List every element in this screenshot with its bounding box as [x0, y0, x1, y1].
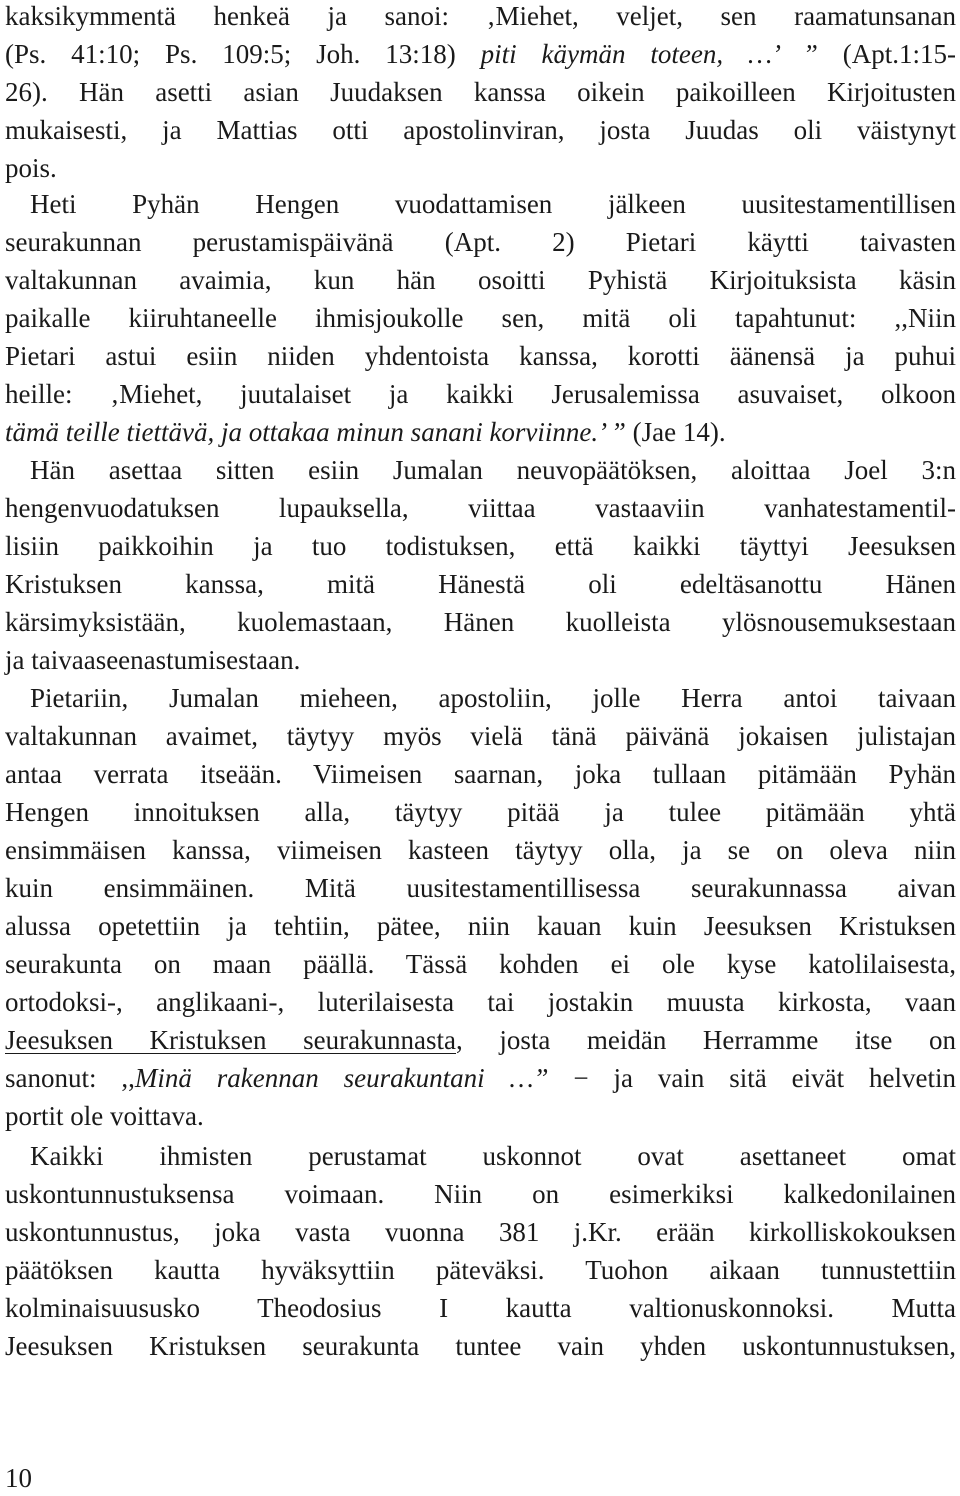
text-line: ja taivaaseenastumisestaan.	[5, 645, 301, 675]
text-line: lisiin paikkoihin ja tuo todistuksen, että kaikki täyttyi Jeesuksen	[5, 531, 956, 561]
underlined-text: Jeesuksen Kristuksen seurakunnasta	[5, 1025, 457, 1055]
text-line-underlined: Jeesuksen Kristuksen seurakunnasta, josta meidän Herramme itse on	[5, 1025, 956, 1055]
text-line: tämä teille tiettävä, ja ottakaa minun sanani korviinne.’ ” (Jae 14).	[5, 417, 726, 447]
text-line: sanonut: ,,Minä rakennan seurakuntani …” − ja vain sitä eivät helvetin	[5, 1063, 956, 1093]
text-line: pois.	[5, 153, 57, 183]
text-line: uskontunnustuksensa voimaan. Niin on esimerkiksi kalkedonilainen	[5, 1179, 956, 1209]
paragraph-first-line: Pietariin, Jumalan mieheen, apostoliin, jolle Herra antoi taivaan	[30, 683, 956, 713]
text-line: Kristuksen kanssa, mitä Hänestä oli edeltäsanottu Hänen	[5, 569, 956, 599]
text-line: seurakunnan perustamispäivänä (Apt. 2) Pietari käytti taivasten	[5, 227, 956, 257]
text-line: Jeesuksen Kristuksen seurakunta tuntee vain yhden uskontunnustuksen,	[5, 1331, 956, 1361]
text-line: portit ole voittava.	[5, 1101, 204, 1131]
paragraph-first-line: Kaikki ihmisten perustamat uskonnot ovat asettaneet omat	[30, 1141, 956, 1171]
text-line: valtakunnan avaimet, täytyy myös vielä tänä päivänä jokaisen julistajan	[5, 721, 956, 751]
text-line: valtakunnan avaimia, kun hän osoitti Pyhistä Kirjoituksista käsin	[5, 265, 956, 295]
text-line: ensimmäisen kanssa, viimeisen kasteen täytyy olla, ja se on oleva niin	[5, 835, 956, 865]
text-line: alussa opetettiin ja tehtiin, pätee, niin kauan kuin Jeesuksen Kristuksen	[5, 911, 956, 941]
text-line: kärsimyksistään, kuolemastaan, Hänen kuolleista ylösnousemuksestaan	[5, 607, 956, 637]
text-line: ortodoksi-, anglikaani-, luterilaisesta tai jostakin muusta kirkosta, vaan	[5, 987, 956, 1017]
page-number: 10	[5, 1463, 32, 1493]
text-line: kuin ensimmäinen. Mitä uusitestamentillisessa seurakunnassa aivan	[5, 873, 956, 903]
paragraph-first-line: Heti Pyhän Hengen vuodattamisen jälkeen uusitestamentillisen	[30, 189, 956, 219]
text-line: antaa verrata itseään. Viimeisen saarnan, joka tullaan pitämään Pyhän	[5, 759, 956, 789]
text-line: päätöksen kautta hyväksyttiin päteväksi. Tuohon aikaan tunnustettiin	[5, 1255, 956, 1285]
text-line: heille: ‚Miehet, juutalaiset ja kaikki Jerusalemissa asuvaiset, olkoon	[5, 379, 956, 409]
italic-text: piti käymän toteen, …’ ”	[480, 39, 818, 69]
text-line: mukaisesti, ja Mattias otti apostolinviran, josta Juudas oli väistynyt	[5, 115, 956, 145]
italic-text: tämä teille tiettävä, ja ottakaa minun sanani korviinne.’ ”	[5, 417, 626, 447]
text-line: (Ps. 41:10; Ps. 109:5; Joh. 13:18) piti käymän toteen, …’ ” (Apt.1:15-	[5, 39, 957, 69]
paragraph-first-line: Hän asettaa sitten esiin Jumalan neuvopäätöksen, aloittaa Joel 3:n	[30, 455, 956, 485]
text-line: seurakunta on maan päällä. Tässä kohden ei ole kyse katolilaisesta,	[5, 949, 956, 979]
text-line: 26). Hän asetti asian Juudaksen kanssa oikein paikoilleen Kirjoitusten	[5, 77, 956, 107]
text-line: hengenvuodatuksen lupauksella, viittaa vastaaviin vanhatestamentil-	[5, 493, 956, 523]
text-line: uskontunnustus, joka vasta vuonna 381 j.Kr. erään kirkolliskokouksen	[5, 1217, 956, 1247]
italic-text: Minä rakennan seurakuntani …”	[134, 1063, 549, 1093]
text-line: Hengen innoituksen alla, täytyy pitää ja tulee pitämään yhtä	[5, 797, 956, 827]
text-line: paikalle kiiruhtaneelle ihmisjoukolle sen, mitä oli tapahtunut: ,,Niin	[5, 303, 956, 333]
text-line: kolminaisuususko Theodosius I kautta valtionuskonnoksi. Mutta	[5, 1293, 956, 1323]
text-line: Pietari astui esiin niiden yhdentoista kanssa, korotti äänensä ja puhui	[5, 341, 956, 371]
text-line: kaksikymmentä henkeä ja sanoi: ‚Miehet, veljet, sen raamatunsanan	[5, 1, 956, 31]
